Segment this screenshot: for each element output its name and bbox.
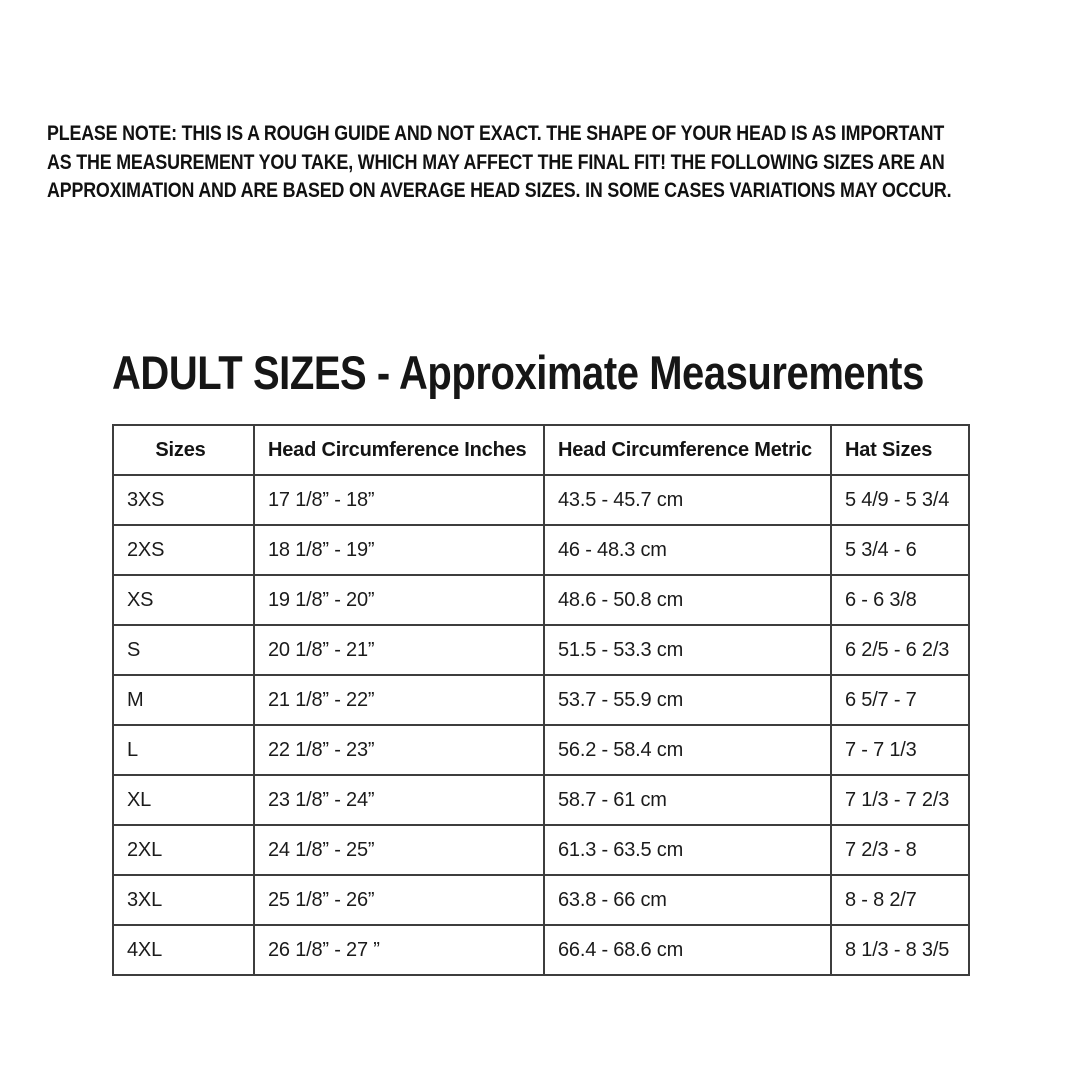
header-cell-2: Head Circumference Metric <box>544 425 831 475</box>
table-cell-col3: 5 3/4 - 6 <box>831 525 969 575</box>
table-cell-col3: 7 2/3 - 8 <box>831 825 969 875</box>
note-text <box>47 120 1042 206</box>
table-cell-col0: M <box>113 675 254 725</box>
table-cell-col3: 5 4/9 - 5 3/4 <box>831 475 969 525</box>
table-body <box>113 475 969 975</box>
table-row <box>113 775 969 825</box>
table-cell-col3: 7 - 7 1/3 <box>831 725 969 775</box>
table-cell-col3: 6 - 6 3/8 <box>831 575 969 625</box>
table-cell-col0: L <box>113 725 254 775</box>
table-cell-col0: XS <box>113 575 254 625</box>
table-cell-col2: 53.7 - 55.9 cm <box>544 675 831 725</box>
table-cell-col1: 20 1/8” - 21” <box>254 625 544 675</box>
table-cell-col0: 3XS <box>113 475 254 525</box>
size-table <box>112 424 970 976</box>
note-line-1: PLEASE NOTE: THIS IS A ROUGH GUIDE AND NOT EXACT. THE SHAPE OF YOUR HEAD IS AS IMPORTANT <box>47 122 945 145</box>
table-cell-col1: 23 1/8” - 24” <box>254 775 544 825</box>
table-cell-col2: 48.6 - 50.8 cm <box>544 575 831 625</box>
table-cell-col3: 6 2/5 - 6 2/3 <box>831 625 969 675</box>
table-cell-col0: 4XL <box>113 925 254 975</box>
table-cell-col2: 51.5 - 53.3 cm <box>544 625 831 675</box>
table-cell-col2: 63.8 - 66 cm <box>544 875 831 925</box>
table-cell-col1: 22 1/8” - 23” <box>254 725 544 775</box>
table-row <box>113 525 969 575</box>
table-cell-col3: 8 - 8 2/7 <box>831 875 969 925</box>
table-cell-col3: 7 1/3 - 7 2/3 <box>831 775 969 825</box>
table-cell-col0: 2XS <box>113 525 254 575</box>
table-cell-col0: S <box>113 625 254 675</box>
table-cell-col0: 3XL <box>113 875 254 925</box>
table-cell-col3: 6 5/7 - 7 <box>831 675 969 725</box>
table-cell-col0: XL <box>113 775 254 825</box>
table-row <box>113 575 969 625</box>
table-cell-col0: 2XL <box>113 825 254 875</box>
header-cell-0: Sizes <box>113 425 254 475</box>
table-cell-col3: 8 1/3 - 8 3/5 <box>831 925 969 975</box>
table-row <box>113 625 969 675</box>
table-cell-col2: 46 - 48.3 cm <box>544 525 831 575</box>
table-cell-col1: 21 1/8” - 22” <box>254 675 544 725</box>
table-row <box>113 675 969 725</box>
table-row <box>113 825 969 875</box>
table-cell-col2: 61.3 - 63.5 cm <box>544 825 831 875</box>
table-row <box>113 925 969 975</box>
header-cell-1: Head Circumference Inches <box>254 425 544 475</box>
table-cell-col2: 58.7 - 61 cm <box>544 775 831 825</box>
table-cell-col2: 43.5 - 45.7 cm <box>544 475 831 525</box>
table-cell-col1: 18 1/8” - 19” <box>254 525 544 575</box>
table-cell-col2: 56.2 - 58.4 cm <box>544 725 831 775</box>
header-cell-3: Hat Sizes <box>831 425 969 475</box>
table-cell-col1: 19 1/8” - 20” <box>254 575 544 625</box>
table-row <box>113 725 969 775</box>
table-cell-col1: 24 1/8” - 25” <box>254 825 544 875</box>
table-cell-col1: 17 1/8” - 18” <box>254 475 544 525</box>
table-row <box>113 875 969 925</box>
table-cell-col2: 66.4 - 68.6 cm <box>544 925 831 975</box>
table-row <box>113 475 969 525</box>
note-line-3: APPROXIMATION AND ARE BASED ON AVERAGE HEAD SIZES. IN SOME CASES VARIATIONS MAY OCCUR. <box>47 179 952 202</box>
note-line-2: AS THE MEASUREMENT YOU TAKE, WHICH MAY AFFECT THE FINAL FIT! THE FOLLOWING SIZES ARE AN <box>47 150 945 174</box>
table-cell-col1: 26 1/8” - 27 ” <box>254 925 544 975</box>
page-title: ADULT SIZES - Approximate Measurements <box>112 346 924 399</box>
table-cell-col1: 25 1/8” - 26” <box>254 875 544 925</box>
table-header-row <box>113 425 969 475</box>
